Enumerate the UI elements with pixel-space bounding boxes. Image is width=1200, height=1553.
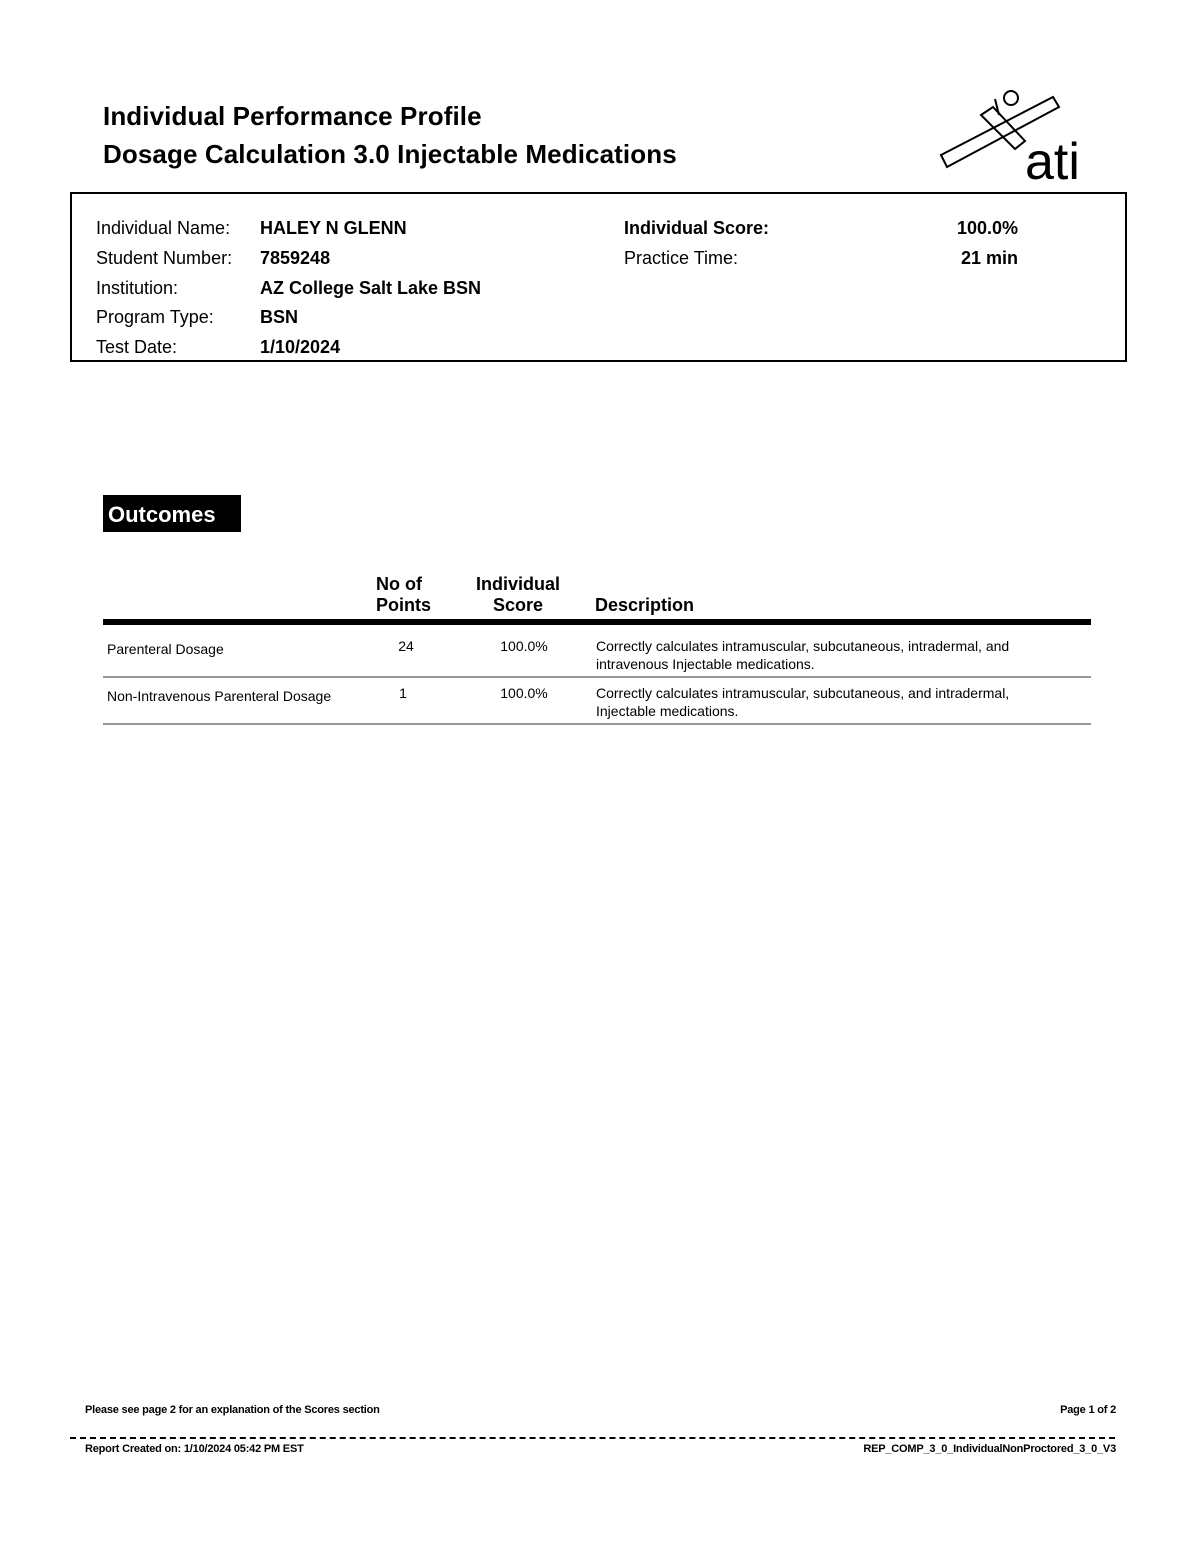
individual-name-label: Individual Name: — [96, 218, 231, 238]
outcomes-heading: Outcomes — [103, 495, 241, 532]
outcome-points: 24 — [398, 638, 414, 654]
row-divider — [103, 676, 1091, 678]
assessment-title: Dosage Calculation 3.0 Injectable Medications — [103, 139, 677, 169]
logo-text: ati — [1025, 133, 1080, 185]
column-header-points-line2: Points — [376, 595, 432, 615]
practice-time-label: Practice Time: — [624, 248, 739, 268]
footer-divider — [70, 1437, 1115, 1439]
column-header-points-line1: No of — [376, 574, 422, 594]
outcome-name: Non-Intravenous Parenteral Dosage — [107, 688, 332, 704]
outcome-description — [596, 637, 1009, 673]
test-date-label: Test Date: — [96, 337, 178, 357]
program-type-value: BSN — [260, 307, 299, 327]
column-header-score — [468, 574, 568, 616]
report-title: Individual Performance Profile — [103, 101, 482, 131]
test-date-value: 1/10/2024 — [260, 337, 341, 357]
table-header-rule — [103, 619, 1091, 625]
outcome-score: 100.0% — [500, 685, 548, 701]
student-number-label: Student Number: — [96, 248, 233, 268]
column-header-score-line2: Score — [492, 595, 544, 615]
outcome-description-line1: Correctly calculates intramuscular, subcutaneous, intradermal, and — [596, 638, 1010, 654]
outcome-description — [596, 684, 1009, 720]
row-divider — [103, 723, 1091, 725]
student-number-value: 7859248 — [260, 248, 331, 268]
ati-logo — [933, 85, 1105, 185]
institution-value: AZ College Salt Lake BSN — [260, 278, 482, 298]
outcome-description-line1: Correctly calculates intramuscular, subcutaneous, and intradermal, — [596, 685, 1010, 701]
footer-note: Please see page 2 for an explanation of the Scores section — [85, 1404, 380, 1416]
outcome-name: Parenteral Dosage — [107, 641, 224, 657]
individual-name-value: HALEY N GLENN — [260, 218, 407, 238]
column-header-description: Description — [595, 595, 695, 615]
column-header-points — [376, 574, 431, 616]
student-info-box — [70, 192, 1127, 362]
outcome-description-line2: Injectable medications. — [596, 703, 739, 719]
outcome-description-line2: intravenous Injectable medications. — [596, 656, 815, 672]
page-number: Page 1 of 2 — [1060, 1404, 1116, 1416]
outcome-score: 100.0% — [500, 638, 548, 654]
program-type-label: Program Type: — [96, 307, 214, 327]
report-created: Report Created on: 1/10/2024 05:42 PM EST — [85, 1443, 304, 1455]
individual-score-value: 100.0% — [957, 218, 1019, 238]
report-id: REP_COMP_3_0_IndividualNonProctored_3_0_V3 — [863, 1443, 1116, 1455]
individual-score-label: Individual Score: — [624, 218, 770, 238]
practice-time-value: 21 min — [961, 248, 1019, 268]
outcome-points: 1 — [399, 685, 407, 701]
institution-label: Institution: — [96, 278, 179, 298]
column-header-score-line1: Individual — [475, 574, 560, 594]
